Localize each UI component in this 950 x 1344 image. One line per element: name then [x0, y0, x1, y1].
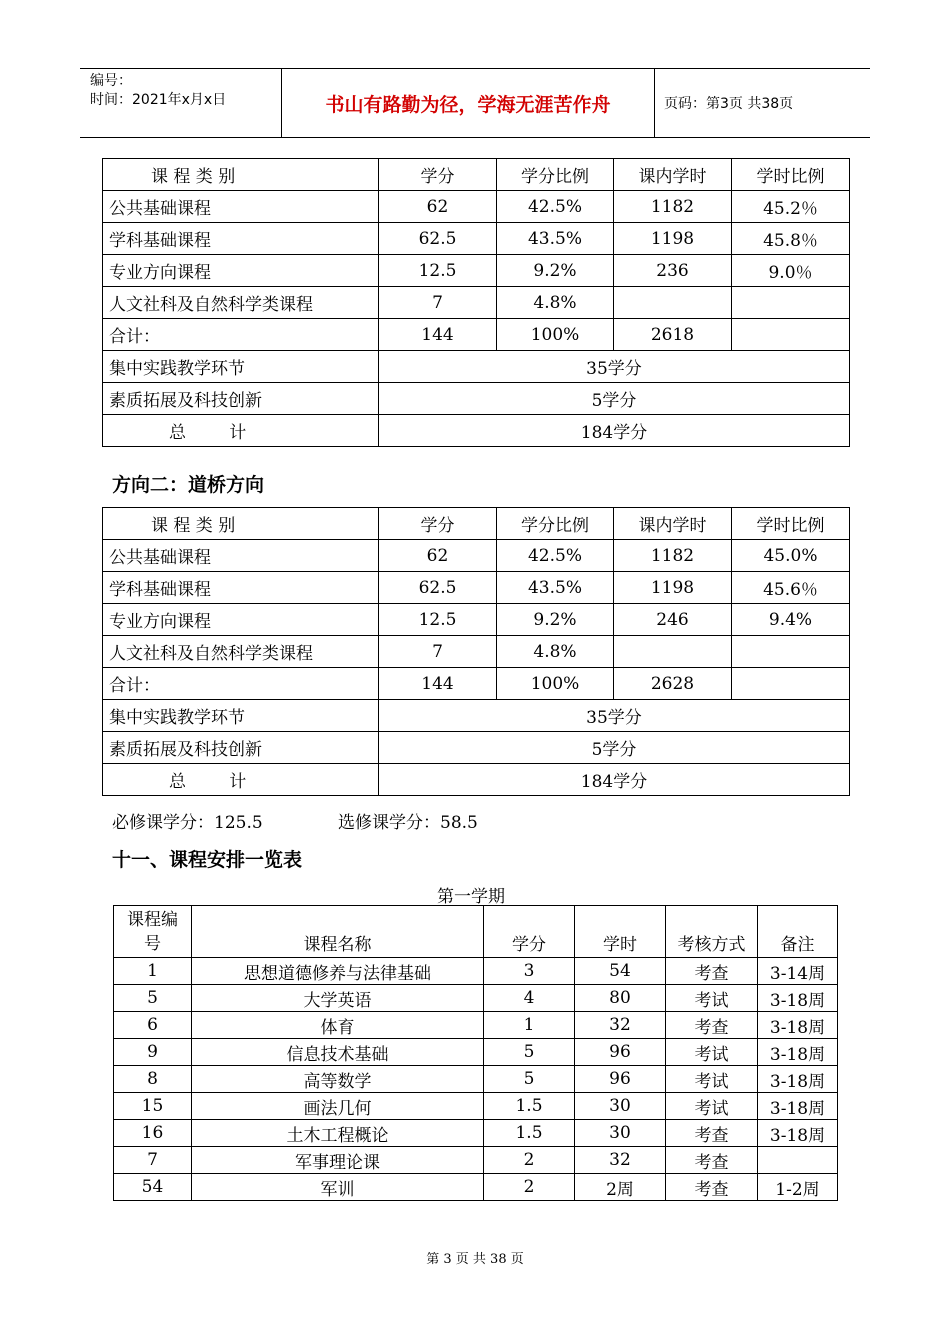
table-cell: 62	[379, 191, 497, 223]
row-label: 专业方向课程	[103, 255, 379, 287]
schedule-cell: 高等数学	[192, 1066, 484, 1093]
schedule-cell: 32	[575, 1012, 666, 1039]
table-cell	[732, 668, 850, 700]
table-cell	[614, 287, 732, 319]
schedule-table	[113, 905, 838, 1201]
header-hours: 学时	[575, 906, 666, 958]
schedule-cell: 3-14周	[758, 958, 838, 985]
table-cell: 42.5%	[497, 540, 614, 572]
header-page-label: 页码：第3页 共38页	[664, 96, 794, 112]
header-assessment: 考核方式	[666, 906, 758, 958]
table-header-row	[103, 508, 850, 540]
header-notes: 备注	[758, 906, 838, 958]
schedule-header-row	[114, 906, 838, 958]
table-row	[103, 572, 850, 604]
summary-value: 184学分	[379, 415, 850, 447]
schedule-cell: 5	[484, 1066, 575, 1093]
section-title-direction-2: 方向二：道桥方向	[112, 474, 265, 496]
table-cell: 42.5%	[497, 191, 614, 223]
schedule-cell: 考试	[666, 1093, 758, 1120]
schedule-cell: 30	[575, 1093, 666, 1120]
header-credits: 学分	[484, 906, 575, 958]
summary-row	[103, 415, 850, 447]
summary-row	[103, 764, 850, 796]
schedule-cell: 3-18周	[758, 1093, 838, 1120]
table-cell	[732, 287, 850, 319]
table-row	[103, 287, 850, 319]
table-cell: 45.2％	[732, 191, 850, 223]
summary-row	[103, 732, 850, 764]
table-cell: 1198	[614, 223, 732, 255]
schedule-cell: 96	[575, 1066, 666, 1093]
schedule-row	[114, 1039, 838, 1066]
number-label: 编号：	[90, 73, 132, 89]
row-label: 人文社科及自然科学类课程	[103, 636, 379, 668]
schedule-cell: 3	[484, 958, 575, 985]
table-cell: 100%	[497, 319, 614, 351]
row-label: 人文社科及自然科学类课程	[103, 287, 379, 319]
schedule-cell: 1.5	[484, 1120, 575, 1147]
table-cell: 236	[614, 255, 732, 287]
table-cell: 144	[379, 668, 497, 700]
row-label: 合计：	[103, 319, 379, 351]
schedule-cell: 3-18周	[758, 1066, 838, 1093]
schedule-row	[114, 1066, 838, 1093]
summary-value: 5学分	[379, 383, 850, 415]
table-header-row	[103, 159, 850, 191]
table-cell: 4.8%	[497, 287, 614, 319]
table-row	[103, 604, 850, 636]
column-header: 学分比例	[497, 159, 614, 191]
table-cell: 45.8％	[732, 223, 850, 255]
schedule-cell: 军训	[192, 1174, 484, 1201]
table-cell: 7	[379, 287, 497, 319]
schedule-cell: 4	[484, 985, 575, 1012]
column-header: 学分比例	[497, 508, 614, 540]
row-label: 公共基础课程	[103, 191, 379, 223]
schedule-cell: 2	[484, 1147, 575, 1174]
header-meta	[80, 69, 282, 137]
summary-row	[103, 383, 850, 415]
schedule-cell: 信息技术基础	[192, 1039, 484, 1066]
row-label: 合计：	[103, 668, 379, 700]
table-cell: 62.5	[379, 223, 497, 255]
schedule-cell: 15	[114, 1093, 192, 1120]
schedule-cell: 5	[114, 985, 192, 1012]
summary-label: 集中实践教学环节	[103, 351, 379, 383]
summary-label: 总 计	[103, 415, 379, 447]
column-header: 课内学时	[614, 508, 732, 540]
schedule-cell: 1	[114, 958, 192, 985]
column-header: 学分	[379, 508, 497, 540]
row-label: 专业方向课程	[103, 604, 379, 636]
schedule-cell: 军事理论课	[192, 1147, 484, 1174]
summary-row	[103, 351, 850, 383]
column-header: 课内学时	[614, 159, 732, 191]
summary-value: 35学分	[379, 700, 850, 732]
schedule-cell: 考查	[666, 958, 758, 985]
schedule-cell: 54	[114, 1174, 192, 1201]
table-cell: 7	[379, 636, 497, 668]
schedule-row	[114, 1120, 838, 1147]
schedule-row	[114, 985, 838, 1012]
table-cell: 9.0％	[732, 255, 850, 287]
row-label: 学科基础课程	[103, 572, 379, 604]
page-header	[80, 68, 870, 138]
table-cell: 43.5%	[497, 572, 614, 604]
table-cell	[732, 636, 850, 668]
credit-table-direction-1	[102, 158, 850, 447]
semester-caption: 第一学期	[437, 887, 505, 907]
column-header: 学时比例	[732, 508, 850, 540]
table-cell: 1182	[614, 540, 732, 572]
required-credits: 必修课学分：125.5	[112, 813, 263, 833]
schedule-cell: 3-18周	[758, 1012, 838, 1039]
schedule-cell: 大学英语	[192, 985, 484, 1012]
credit-table-direction-2	[102, 507, 850, 796]
summary-label: 素质拓展及科技创新	[103, 383, 379, 415]
table-cell: 9.2%	[497, 255, 614, 287]
page-footer: 第 3 页 共 38 页	[426, 1252, 524, 1267]
schedule-row	[114, 1093, 838, 1120]
summary-label: 素质拓展及科技创新	[103, 732, 379, 764]
schedule-cell	[758, 1147, 838, 1174]
column-header: 课 程 类 别	[103, 508, 379, 540]
table-cell: 9.2%	[497, 604, 614, 636]
section-title-schedule: 十一、课程安排一览表	[112, 849, 303, 871]
row-label: 学科基础课程	[103, 223, 379, 255]
table-cell: 246	[614, 604, 732, 636]
schedule-cell: 考试	[666, 1039, 758, 1066]
table-cell: 4.8%	[497, 636, 614, 668]
schedule-cell: 8	[114, 1066, 192, 1093]
schedule-cell: 体育	[192, 1012, 484, 1039]
schedule-cell: 54	[575, 958, 666, 985]
column-header: 课 程 类 别	[103, 159, 379, 191]
schedule-cell: 5	[484, 1039, 575, 1066]
table-cell: 12.5	[379, 604, 497, 636]
header-course-id-line2: 号	[144, 933, 161, 954]
table-row	[103, 255, 850, 287]
schedule-cell: 80	[575, 985, 666, 1012]
schedule-row	[114, 1012, 838, 1039]
table-cell: 45.0%	[732, 540, 850, 572]
schedule-cell: 思想道德修养与法律基础	[192, 958, 484, 985]
schedule-cell: 考试	[666, 985, 758, 1012]
schedule-cell: 30	[575, 1120, 666, 1147]
table-cell: 45.6％	[732, 572, 850, 604]
table-row	[103, 319, 850, 351]
summary-label: 集中实践教学环节	[103, 700, 379, 732]
table-cell: 2628	[614, 668, 732, 700]
header-course-id	[114, 906, 192, 958]
schedule-row	[114, 1147, 838, 1174]
summary-row	[103, 700, 850, 732]
time-label: 时间：2021年x月x日	[90, 92, 227, 108]
table-cell: 1198	[614, 572, 732, 604]
elective-credits: 选修课学分：58.5	[338, 813, 478, 833]
table-cell: 1182	[614, 191, 732, 223]
schedule-cell: 3-18周	[758, 1039, 838, 1066]
schedule-cell: 1.5	[484, 1093, 575, 1120]
table-row	[103, 668, 850, 700]
table-row	[103, 191, 850, 223]
schedule-cell: 2周	[575, 1174, 666, 1201]
table-cell: 12.5	[379, 255, 497, 287]
table-cell: 43.5%	[497, 223, 614, 255]
header-course-id-line1: 课程编	[127, 909, 178, 930]
schedule-cell: 土木工程概论	[192, 1120, 484, 1147]
schedule-cell: 32	[575, 1147, 666, 1174]
table-cell	[732, 319, 850, 351]
header-course-name: 课程名称	[192, 906, 484, 958]
summary-label: 总 计	[103, 764, 379, 796]
schedule-cell: 考查	[666, 1147, 758, 1174]
schedule-cell: 6	[114, 1012, 192, 1039]
schedule-cell: 考查	[666, 1120, 758, 1147]
column-header: 学分	[379, 159, 497, 191]
schedule-cell: 2	[484, 1174, 575, 1201]
schedule-row	[114, 1174, 838, 1201]
schedule-cell: 96	[575, 1039, 666, 1066]
summary-value: 5学分	[379, 732, 850, 764]
header-motto: 书山有路勤为径，学海无涯苦作舟	[282, 69, 655, 137]
table-cell: 62	[379, 540, 497, 572]
table-cell: 9.4%	[732, 604, 850, 636]
table-row	[103, 540, 850, 572]
schedule-cell: 7	[114, 1147, 192, 1174]
schedule-cell: 考查	[666, 1012, 758, 1039]
table-cell: 100%	[497, 668, 614, 700]
table-row	[103, 636, 850, 668]
schedule-cell: 9	[114, 1039, 192, 1066]
schedule-cell: 3-18周	[758, 985, 838, 1012]
column-header: 学时比例	[732, 159, 850, 191]
table-cell: 144	[379, 319, 497, 351]
summary-value: 184学分	[379, 764, 850, 796]
summary-value: 35学分	[379, 351, 850, 383]
schedule-cell: 1	[484, 1012, 575, 1039]
table-cell: 2618	[614, 319, 732, 351]
schedule-cell: 1-2周	[758, 1174, 838, 1201]
schedule-cell: 16	[114, 1120, 192, 1147]
schedule-row	[114, 958, 838, 985]
row-label: 公共基础课程	[103, 540, 379, 572]
schedule-cell: 画法几何	[192, 1093, 484, 1120]
table-cell	[614, 636, 732, 668]
schedule-cell: 考查	[666, 1174, 758, 1201]
table-cell: 62.5	[379, 572, 497, 604]
schedule-cell: 3-18周	[758, 1120, 838, 1147]
schedule-cell: 考试	[666, 1066, 758, 1093]
table-row	[103, 223, 850, 255]
